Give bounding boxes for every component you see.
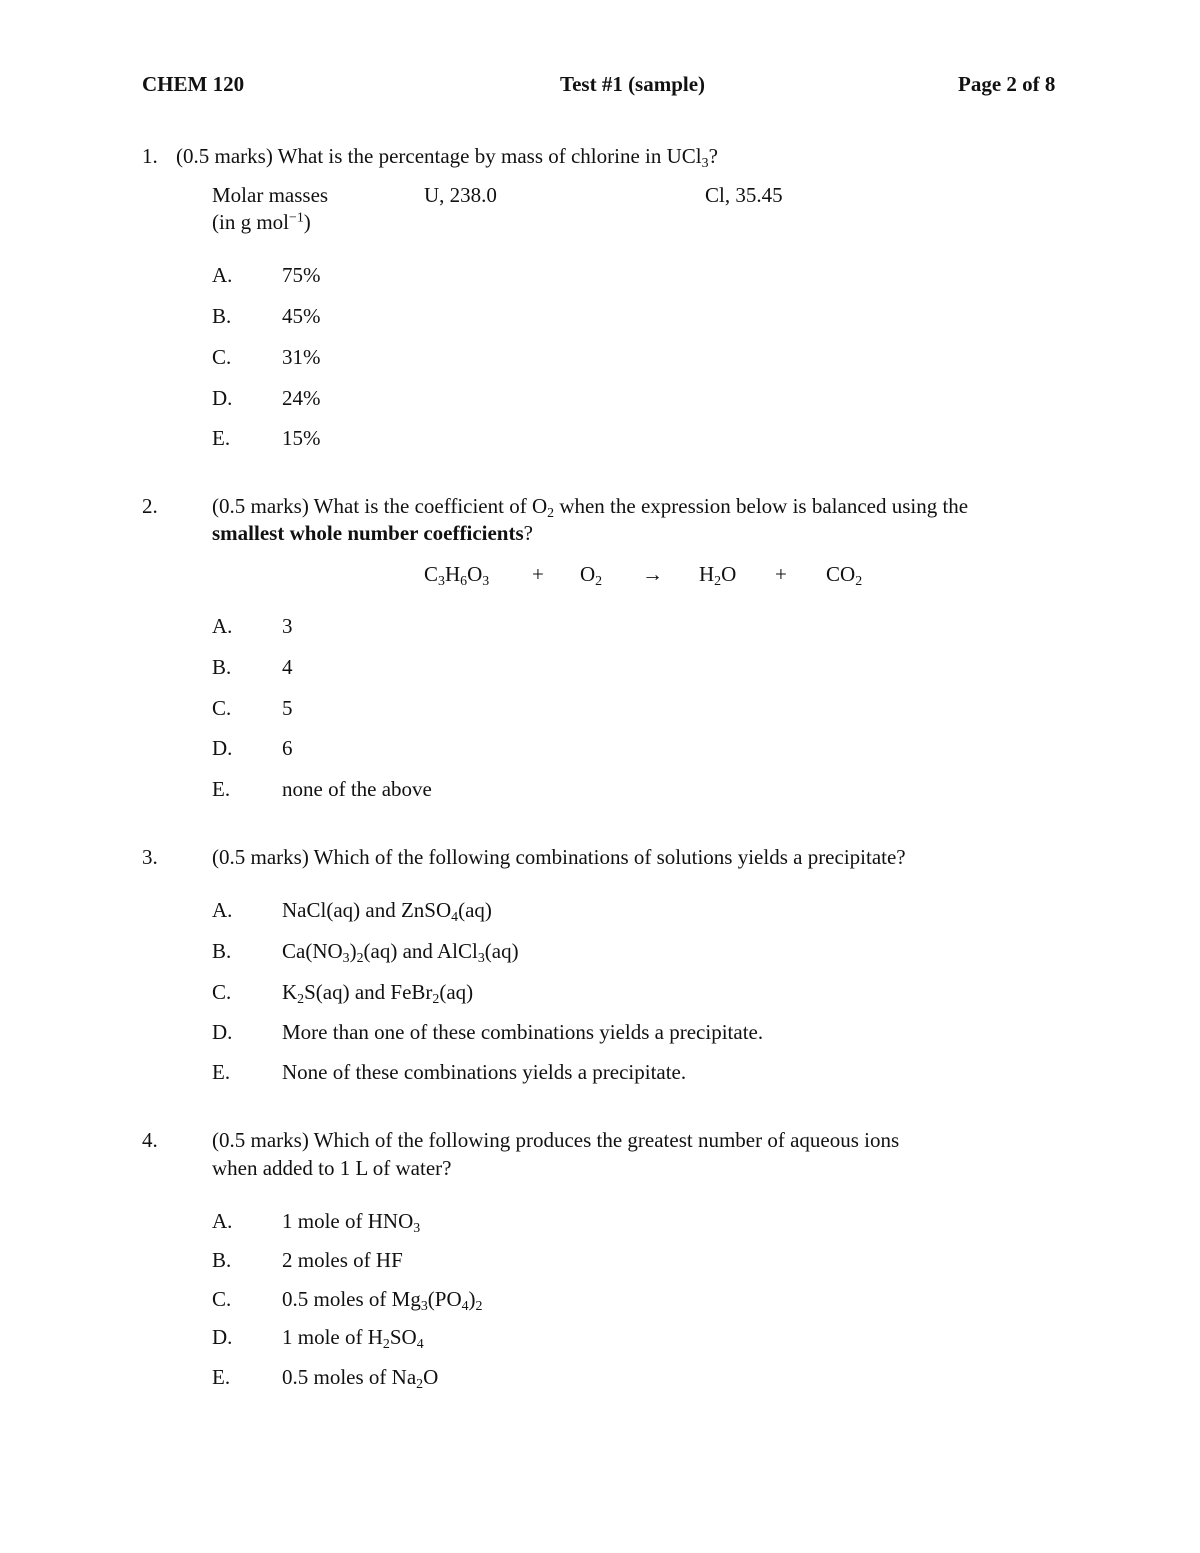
option-letter: C. bbox=[212, 696, 232, 720]
question-1-stem-text: (0.5 marks) What is the percentage by mass of chlorine in UCl bbox=[176, 144, 702, 168]
option-letter: D. bbox=[212, 736, 233, 760]
question-4-stem-line1: (0.5 marks) Which of the following produces the greatest number of aqueous ions bbox=[212, 1128, 900, 1152]
question-1-number: 1. bbox=[142, 144, 158, 168]
option-letter: B. bbox=[212, 655, 232, 679]
option-text: 1 mole of $H_2SO_4$ bbox=[282, 1325, 424, 1351]
option-letter: B. bbox=[212, 304, 232, 328]
option-text: More than one of these combinations yields a precipitate. bbox=[282, 1020, 764, 1044]
question-1-stem-sub: 3 bbox=[701, 154, 709, 170]
option-text: None of these combinations yields a precipitate. bbox=[282, 1060, 687, 1084]
equation-reactant-1: $C_3H_6O_3$ bbox=[424, 562, 490, 588]
option-text: 75% bbox=[282, 263, 321, 287]
question-1-stem bbox=[176, 144, 718, 169]
option-letter: A. bbox=[212, 614, 233, 638]
option-text: 4 bbox=[282, 655, 293, 679]
option-text: 1 mole of $HNO_3$ bbox=[282, 1209, 421, 1235]
molar-masses-units bbox=[212, 210, 311, 235]
option-text: 15% bbox=[282, 426, 321, 450]
option-letter: D. bbox=[212, 386, 233, 410]
question-4-stem-line2: when added to 1 L of water? bbox=[212, 1156, 452, 1180]
molar-masses-label: Molar masses bbox=[212, 183, 329, 207]
course-title: CHEM 120 bbox=[142, 72, 245, 96]
option-letter: A. bbox=[212, 898, 233, 922]
option-text: none of the above bbox=[282, 777, 432, 801]
molar-units-sup: −1 bbox=[289, 209, 304, 225]
question-4-number: 4. bbox=[142, 1128, 158, 1152]
question-2-number: 2. bbox=[142, 494, 158, 518]
option-text: 0.5 moles of $Mg_3(PO_4)_2$ bbox=[282, 1287, 483, 1313]
equation-arrow: → bbox=[642, 562, 663, 586]
option-letter: A. bbox=[212, 263, 233, 287]
option-text: 2 moles of HF bbox=[282, 1248, 403, 1272]
question-3-stem: (0.5 marks) Which of the following combinations of solutions yields a precipitate? bbox=[212, 845, 906, 869]
molar-mass-u: U, 238.0 bbox=[424, 183, 497, 207]
option-letter: A. bbox=[212, 1209, 233, 1233]
option-text: NaCl(aq) and ZnSO$_4$(aq) bbox=[282, 898, 492, 924]
equation-plus-1: + bbox=[532, 562, 544, 586]
question-2-stem-line2-end: ? bbox=[523, 521, 533, 545]
equation-product-1: $H_2O$ bbox=[699, 562, 737, 588]
option-letter: E. bbox=[212, 1060, 231, 1084]
equation-plus-2: + bbox=[775, 562, 787, 586]
molar-units-end: ) bbox=[303, 210, 311, 234]
option-text: 31% bbox=[282, 345, 321, 369]
option-text: $K_2S(aq)$ and FeBr$_2$(aq) bbox=[282, 980, 474, 1006]
option-letter: C. bbox=[212, 980, 232, 1004]
option-letter: E. bbox=[212, 1365, 231, 1389]
option-letter: E. bbox=[212, 426, 231, 450]
option-letter: C. bbox=[212, 1287, 232, 1311]
question-2-stem-line1 bbox=[212, 494, 968, 519]
question-2-stem-end: when the expression below is balanced using the bbox=[554, 494, 969, 518]
equation-reactant-2: $O_2$ bbox=[580, 562, 603, 588]
molar-mass-cl: Cl, 35.45 bbox=[705, 183, 783, 207]
question-2-stem-text: (0.5 marks) What is the coefficient of O bbox=[212, 494, 548, 518]
option-text: 6 bbox=[282, 736, 293, 760]
option-letter: B. bbox=[212, 939, 232, 963]
question-3-number: 3. bbox=[142, 845, 158, 869]
option-text: 0.5 moles of $Na_2O$ bbox=[282, 1365, 439, 1391]
question-1-stem-end: ? bbox=[708, 144, 718, 168]
option-text: 45% bbox=[282, 304, 321, 328]
option-letter: E. bbox=[212, 777, 231, 801]
option-letter: D. bbox=[212, 1325, 233, 1349]
option-text: 3 bbox=[282, 614, 293, 638]
molar-units-text: (in g mol bbox=[212, 210, 289, 234]
option-letter: D. bbox=[212, 1020, 233, 1044]
option-text: 5 bbox=[282, 696, 293, 720]
option-letter: C. bbox=[212, 345, 232, 369]
option-text: 24% bbox=[282, 386, 321, 410]
option-text: $Ca(NO_3)_2(aq)$ and AlCl$_3$(aq) bbox=[282, 939, 519, 965]
test-title: Test #1 (sample) bbox=[560, 72, 706, 96]
question-2-stem-sub: 2 bbox=[547, 504, 555, 520]
page-number: Page 2 of 8 bbox=[958, 72, 1056, 96]
question-2-stem-line2 bbox=[212, 521, 533, 546]
option-letter: B. bbox=[212, 1248, 232, 1272]
question-2-stem-bold: smallest whole number coefficients bbox=[212, 521, 524, 545]
equation-product-2: $CO_2$ bbox=[826, 562, 863, 588]
